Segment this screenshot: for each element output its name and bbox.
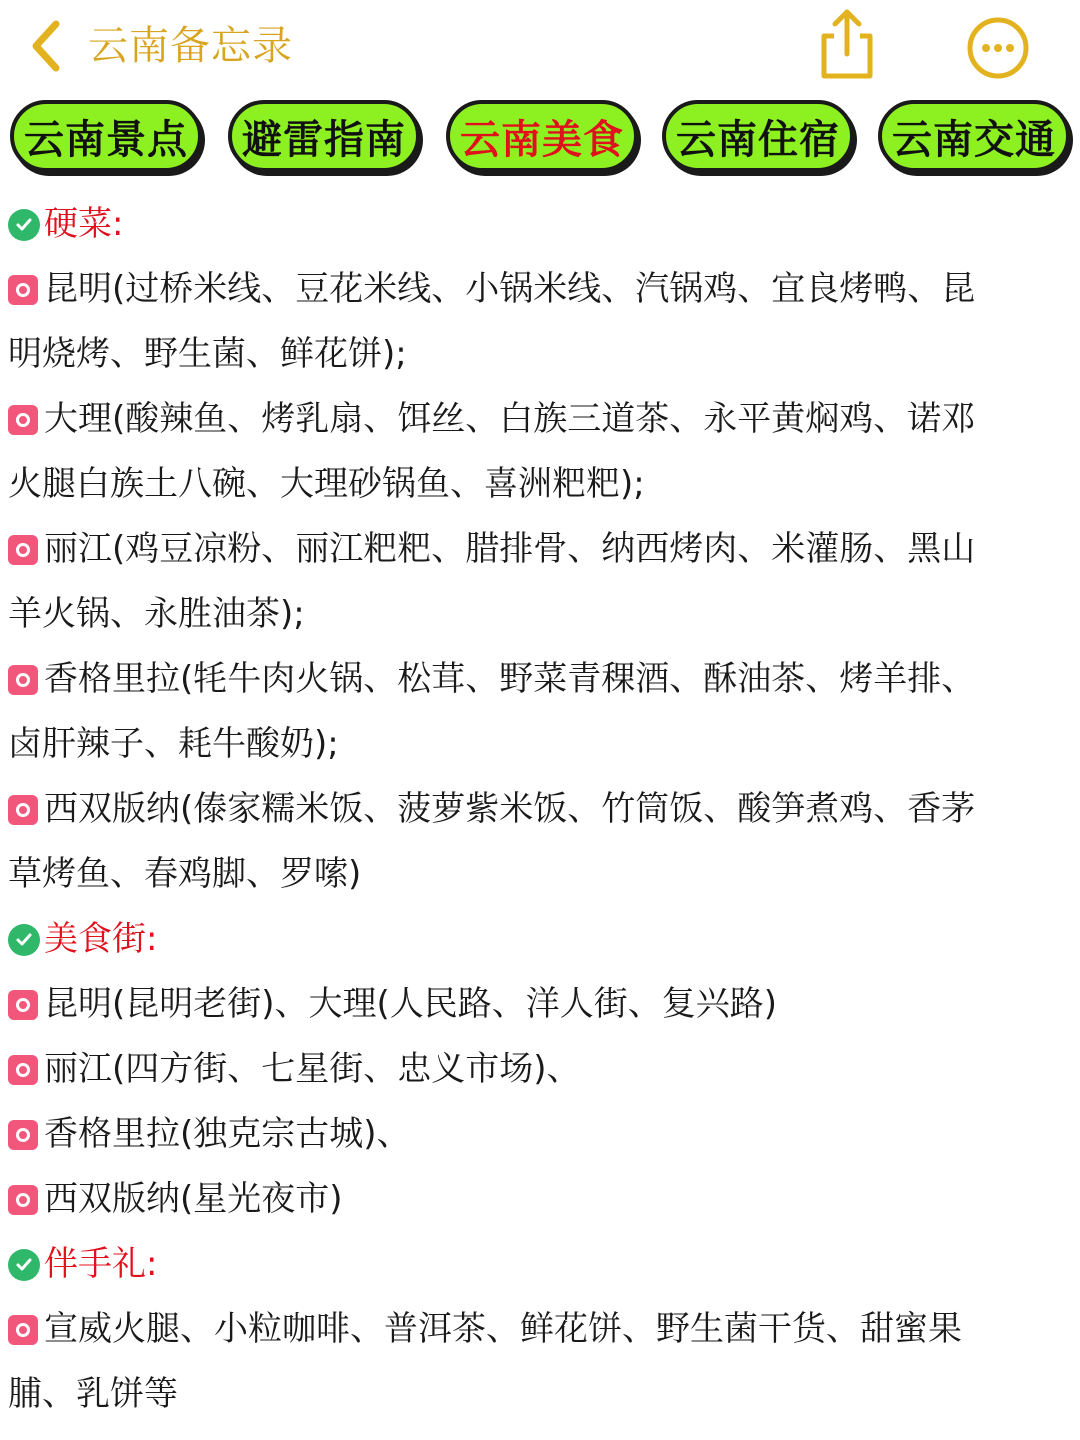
list-item: 昆明(过桥米线、豆花米线、小锅米线、汽锅鸡、宜良烤鸭、昆	[8, 257, 1068, 322]
list-item: 丽江(四方街、七星街、忠义市场)、	[8, 1037, 1068, 1102]
list-item-continuation: 草烤鱼、春鸡脚、罗嗦)	[8, 854, 362, 894]
list-item: 西双版纳(傣家糯米饭、菠萝紫米饭、竹筒饭、酸笋煮鸡、香茅	[8, 777, 1068, 842]
tab-transport[interactable]: 云南交通	[878, 100, 1070, 172]
check-icon	[8, 1249, 40, 1281]
tab-scenic-spots[interactable]: 云南景点	[10, 100, 202, 172]
circle-bullet-icon	[8, 990, 38, 1020]
top-bar	[0, 0, 1080, 96]
circle-bullet-icon	[8, 1185, 38, 1215]
back-button[interactable]	[22, 14, 70, 78]
tab-lodging[interactable]: 云南住宿	[662, 100, 854, 172]
list-item: 大理(酸辣鱼、烤乳扇、饵丝、白族三道茶、永平黄焖鸡、诺邓	[8, 387, 1068, 452]
section-heading-streets: 美食街:	[8, 907, 1068, 972]
list-item: 香格里拉(牦牛肉火锅、松茸、野菜青稞酒、酥油茶、烤羊排、	[8, 647, 1068, 712]
more-button[interactable]	[962, 12, 1034, 84]
section-heading-dishes: 硬菜:	[8, 192, 1068, 257]
share-icon	[812, 6, 880, 82]
check-icon	[8, 924, 40, 956]
more-icon	[962, 12, 1034, 84]
circle-bullet-icon	[8, 665, 38, 695]
category-tabs	[0, 100, 1080, 176]
circle-bullet-icon	[8, 275, 38, 305]
circle-bullet-icon	[8, 1315, 38, 1345]
circle-bullet-icon	[8, 405, 38, 435]
chevron-left-icon	[26, 16, 66, 76]
memo-content	[8, 192, 1068, 1427]
circle-bullet-icon	[8, 1120, 38, 1150]
circle-bullet-icon	[8, 535, 38, 565]
list-item-continuation: 脯、乳饼等	[8, 1374, 178, 1414]
circle-bullet-icon	[8, 1055, 38, 1085]
list-item: 西双版纳(星光夜市)	[8, 1167, 1068, 1232]
list-item: 丽江(鸡豆凉粉、丽江粑粑、腊排骨、纳西烤肉、米灌肠、黑山	[8, 517, 1068, 582]
list-item-continuation: 卤肝辣子、耗牛酸奶);	[8, 724, 339, 764]
share-button[interactable]	[812, 6, 880, 82]
circle-bullet-icon	[8, 795, 38, 825]
list-item: 昆明(昆明老街)、大理(人民路、洋人街、复兴路)	[8, 972, 1068, 1037]
check-icon	[8, 209, 40, 241]
tab-pitfall-guide[interactable]: 避雷指南	[228, 100, 420, 172]
list-item: 宣威火腿、小粒咖啡、普洱茶、鲜花饼、野生菌干货、甜蜜果	[8, 1297, 1068, 1362]
page-title: 云南备忘录	[88, 23, 293, 69]
tab-food[interactable]: 云南美食	[446, 100, 638, 172]
section-heading-gifts: 伴手礼:	[8, 1232, 1068, 1297]
list-item-continuation: 羊火锅、永胜油茶);	[8, 594, 305, 634]
list-item-continuation: 火腿白族土八碗、大理砂锅鱼、喜洲粑粑);	[8, 464, 645, 504]
list-item-continuation: 明烧烤、野生菌、鲜花饼);	[8, 334, 407, 374]
list-item: 香格里拉(独克宗古城)、	[8, 1102, 1068, 1167]
